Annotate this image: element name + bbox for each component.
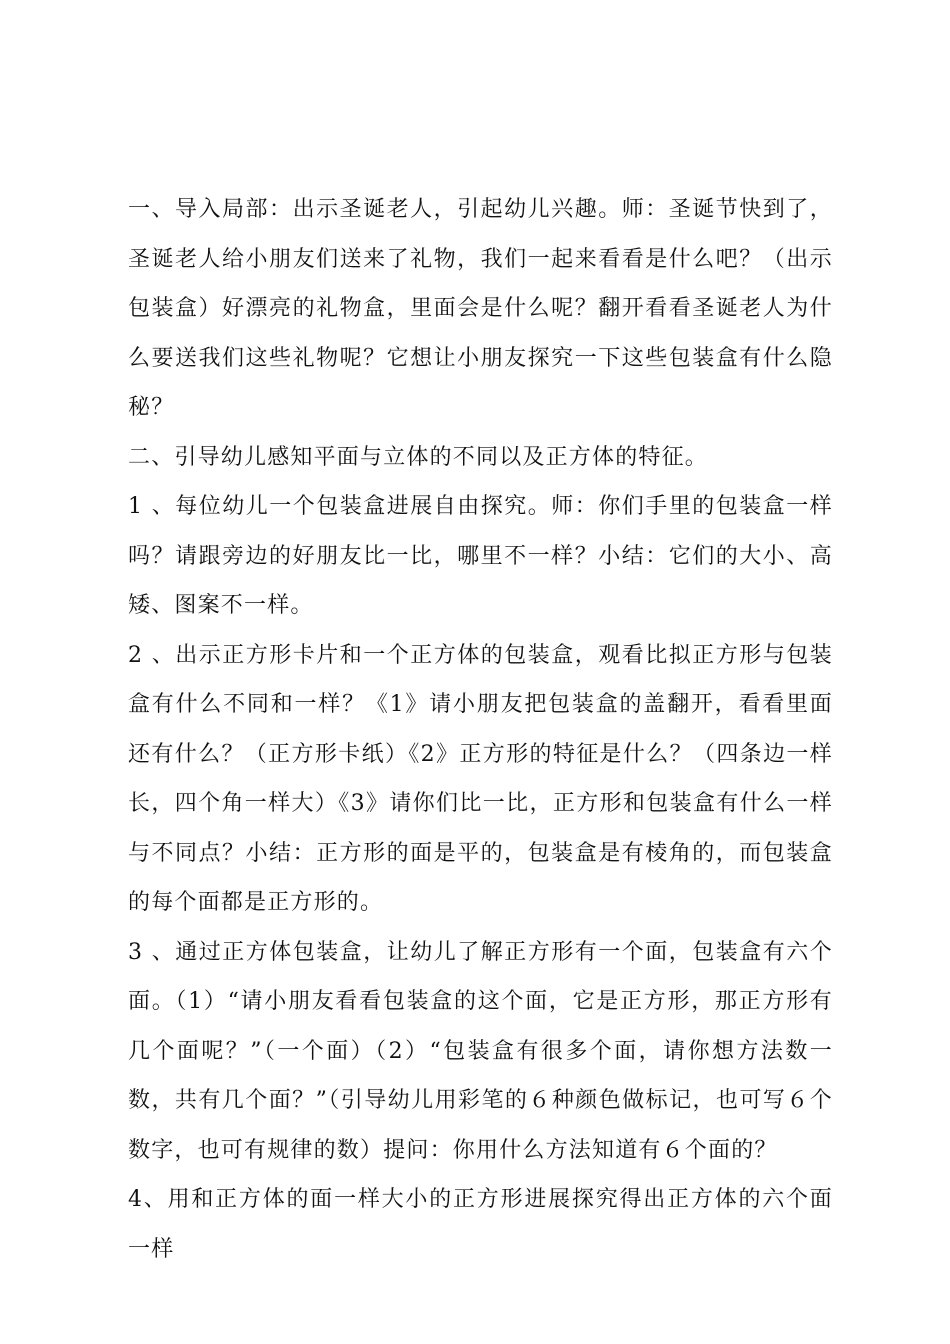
paragraph-step-3: 3 、通过正方体包装盒，让幼儿了解正方形有一个面，包装盒有六个面。（1）“请小朋友看看包装盒的这个面，它是正方形，那正方形有几个面呢？”（一个面）（2）“包装盒有很多个面，请你想方法数一数，共有几个面？”（引导幼儿用彩笔的６种颜色做标记，也可写６个数字，也可有规律的数）提问：你用什么方法知道有６个面的？ [128, 939, 833, 1163]
paragraph-section-two-heading: 二、引导幼儿感知平面与立体的不同以及正方体的特征。 [128, 444, 709, 470]
document-body [128, 185, 833, 1274]
paragraph-intro: 一、导入局部：出示圣诞老人，引起幼儿兴趣。师：圣诞节快到了，圣诞老人给小朋友们送来了礼物，我们一起来看看是什么吧？（出示包装盒）好漂亮的礼物盒，里面会是什么呢？翻开看看圣诞老人为什么要送我们这些礼物呢？它想让小朋友探究一下这些包装盒有什么隐秘？ [128, 197, 833, 420]
paragraph-step-4: 4、用和正方体的面一样大小的正方形进展探究得出正方体的六个面一样 [128, 1187, 833, 1262]
paragraph-step-1: 1 、每位幼儿一个包装盒进展自由探究。师：你们手里的包装盒一样吗？请跟旁边的好朋友比一比，哪里不一样？小结：它们的大小、高矮、图案不一样。 [128, 494, 833, 618]
paragraph-step-2: 2 、出示正方形卡片和一个正方体的包装盒，观看比拟正方形与包装盒有什么不同和一样？《1》请小朋友把包装盒的盖翻开，看看里面还有什么？（正方形卡纸）《2》正方形的特征是什么？（四条边一样长，四个角一样大）《3》请你们比一比，正方形和包装盒有什么一样与不同点？小结：正方形的面是平的，包装盒是有棱角的，而包装盒的每个面都是正方形的。 [128, 642, 833, 915]
